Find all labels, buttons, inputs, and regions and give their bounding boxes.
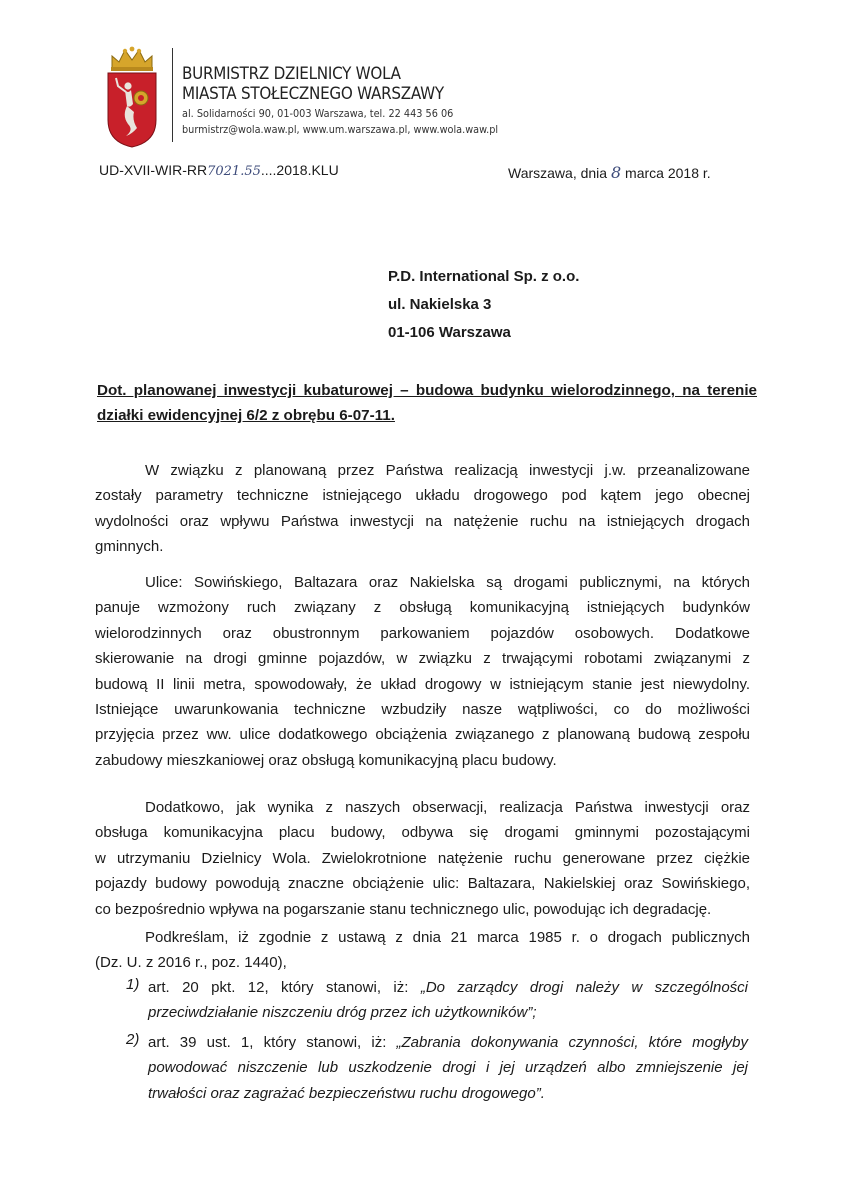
reference-number — [99, 162, 339, 179]
p3-line: pojazdy budowy powodują znaczne obciążenie ulic: Baltazara, Nakielskiej oraz Sowińskiego, — [95, 875, 750, 893]
p3-line: obsługa komunikacyjna placu budowy, odbywa się drogami gminnymi pozostającymi — [95, 824, 750, 842]
date-handwritten-day: 8 — [610, 163, 622, 182]
list-item-1-quote: „Do zarządcy drogi należy w szczególności — [420, 979, 749, 996]
recipient-company: P.D. International Sp. z o.o. — [388, 268, 580, 285]
recipient-city: 01-106 Warszawa — [388, 324, 511, 341]
recipient-street: ul. Nakielska 3 — [388, 296, 492, 313]
letter-date — [508, 163, 711, 182]
p2-line: panuje wzmożony ruch związany z obsługą komunikacyjną istniejących budynków — [95, 599, 750, 617]
p2-line: przyjęcia przez ww. ulice dodatkowego obciążenia związanego z planowaną budową zespołu — [95, 726, 750, 744]
list-item-1-line2: przeciwdziałanie niszczeniu dróg przez ich użytkowników”; — [148, 1004, 537, 1022]
list-item-2-quote: „Zabrania dokonywania czynności, które mogłyby — [396, 1034, 749, 1051]
p1-line: wydolności oraz wpływu Państwa inwestycji na natężenie ruchu na istniejących drogach — [95, 512, 750, 530]
reference-handwritten: 7021.55 — [207, 164, 261, 179]
p4-line: Podkreślam, iż zgodnie z ustawą z dnia 21 marca 1985 r. o drogach publicznych — [145, 929, 750, 946]
subject-line2: działki ewidencyjnej 6/2 z obrębu 6-07-11. — [97, 407, 395, 424]
list-item-1 — [148, 975, 748, 1026]
list-item-2-line1 — [148, 1030, 748, 1055]
p2-line: wielorodzinnych oraz obustronnym parkowaniem pojazdów osobowych. Dodatkowe — [95, 624, 750, 642]
list-item-2-number: 2) — [126, 1031, 140, 1048]
list-item-1-line1 — [148, 975, 748, 1000]
date-prefix: Warszawa, dnia — [508, 165, 608, 181]
p2-line: skierowanie na drogi gminne pojazdów, w związku z trwającymi robotami związanymi z — [95, 650, 750, 668]
list-item-2 — [148, 1030, 748, 1106]
p1-line: W związku z planowaną przez Państwa realizacją inwestycji j.w. przeanalizowane — [145, 462, 750, 479]
issuer-title-line2: MIASTA STOŁECZNEGO WARSZAWY — [182, 84, 444, 103]
subject-line1: Dot. planowanej inwestycji kubaturowej – budowa budynku wielorodzinnego, na terenie — [97, 382, 757, 399]
header-divider — [172, 48, 173, 142]
list-item-2-line2: powodować niszczenie lub uszkodzenie drogi i jej urządzeń albo zmniejszenie jej — [148, 1059, 748, 1077]
p2-line: budową II linii metra, spowodowały, że układ drogowy w istniejącym stanie jest niewydolny. — [95, 675, 750, 693]
p3-line: Dodatkowo, jak wynika z naszych obserwacji, realizacja Państwa inwestycji oraz — [145, 799, 750, 816]
p2-line: Ulice: Sowińskiego, Baltazara oraz Nakielska są drogami publicznymi, na których — [145, 574, 750, 591]
issuer-address: al. Solidarności 90, 01-003 Warszawa, tel. 22 443 56 06 — [182, 107, 454, 120]
p2-line: Istniejące uwarunkowania techniczne wzbudziły nasze wątpliwości, co do możliwości — [95, 701, 750, 719]
paragraph-2 — [95, 570, 750, 773]
date-suffix: marca 2018 r. — [625, 165, 711, 181]
p4-line: (Dz. U. z 2016 r., poz. 1440), — [95, 954, 287, 972]
reference-suffix: ....2018.KLU — [260, 162, 339, 178]
p3-line: w utrzymaniu Dzielnicy Wola. Zwielokrotnione natężenie ruchu generowane przez ciężkie — [95, 849, 750, 867]
issuer-contacts: burmistrz@wola.waw.pl, www.um.warszawa.pl, www.wola.waw.pl — [182, 123, 499, 136]
paragraph-1 — [95, 458, 750, 560]
p2-line: zabudowy mieszkaniowej oraz obsługą komunikacyjną placu budowy. — [95, 751, 557, 769]
warsaw-coat-of-arms-icon — [104, 46, 160, 148]
letter-subject — [97, 378, 757, 428]
paragraph-3 — [95, 795, 750, 922]
list-item-1-lead: art. 20 pkt. 12, który stanowi, iż: — [148, 979, 421, 996]
p1-line: gminnych. — [95, 538, 164, 556]
paragraph-4 — [95, 925, 750, 976]
list-item-2-lead: art. 39 ust. 1, który stanowi, iż: — [148, 1034, 397, 1051]
issuer-title-line1: BURMISTRZ DZIELNICY WOLA — [182, 64, 401, 83]
p3-line: co bezpośrednio wpływa na pogarszanie stanu technicznego ulic, powodując ich degradację. — [95, 900, 712, 918]
p1-line: zostały parametry techniczne istniejącego układu drogowego pod kątem jego obecnej — [95, 487, 750, 505]
list-item-2-line3: trwałości oraz zagrażać bezpieczeństwu ruchu drogowego”. — [148, 1084, 545, 1102]
list-item-1-number: 1) — [126, 976, 140, 993]
reference-prefix: UD-XVII-WIR-RR — [99, 162, 208, 178]
